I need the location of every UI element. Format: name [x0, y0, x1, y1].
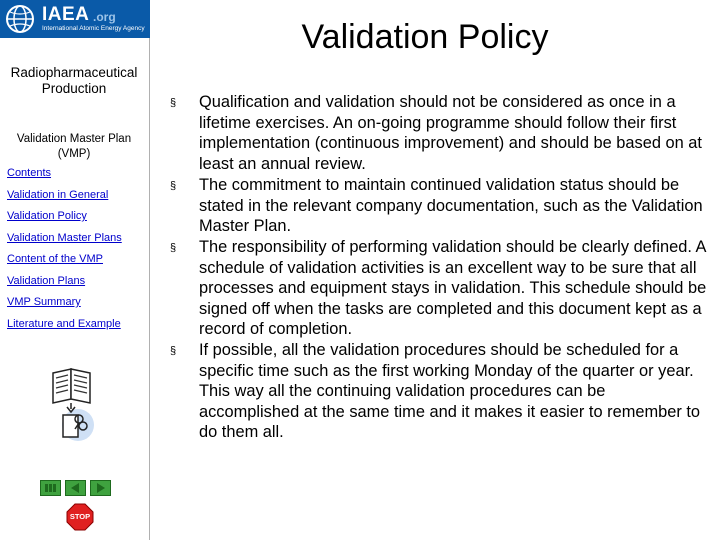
logo-subtitle: International Atomic Energy Agency — [42, 25, 145, 32]
nav-link-validation-master-plans[interactable]: Validation Master Plans — [7, 232, 122, 244]
next-button[interactable] — [90, 480, 111, 496]
book-document-icon — [50, 367, 95, 445]
slide-nav-buttons — [40, 480, 112, 497]
bullet-marker: § — [170, 242, 177, 254]
nav-link-contents[interactable]: Contents — [7, 167, 52, 179]
bullet-marker: § — [170, 180, 177, 192]
nav-link-literature-and-example[interactable]: Literature and Example — [7, 318, 121, 330]
sidebar-heading: Radiopharmaceutical Production — [10, 65, 138, 96]
bullet-text: If possible, all the validation procedures should be scheduled for a specific time such as the first working Monday of the quarter or year. This way all the continuing validation procedures can be accomplished at the same time and it makes it easier to remember to do them all. — [199, 341, 701, 442]
home-button[interactable] — [40, 480, 61, 496]
sidebar-divider — [149, 38, 150, 540]
logo-org-suffix: .org — [93, 10, 116, 24]
home-icon — [43, 482, 58, 494]
logo-name: IAEA — [42, 4, 90, 25]
nav-link-validation-plans[interactable]: Validation Plans — [7, 275, 86, 287]
nav-link-vmp-summary[interactable]: VMP Summary — [7, 296, 81, 308]
previous-arrow-icon — [68, 482, 83, 494]
sidebar-subheading: Validation Master Plan (VMP) — [16, 133, 132, 160]
bullet-marker: § — [170, 345, 177, 357]
globe-icon — [4, 3, 36, 35]
nav-link-content-of-the-vmp[interactable]: Content of the VMP — [7, 253, 103, 265]
bullet-marker: § — [170, 97, 177, 109]
bullet-text: Qualification and validation should not be considered as once in a lifetime exercises. An on-going programme should follow their first implementation (continuous improvement) and should be based on at least an annual review. — [199, 93, 702, 173]
next-arrow-icon — [93, 482, 108, 494]
stop-label: STOP — [69, 512, 91, 521]
iaea-logo — [0, 0, 150, 38]
previous-button[interactable] — [65, 480, 86, 496]
page-title: Validation Policy — [301, 18, 549, 56]
bullet-text: The commitment to maintain continued validation status should be stated in the relevant company documentation, such as the Validation Master Plan. — [199, 176, 703, 236]
nav-link-validation-policy[interactable]: Validation Policy — [7, 210, 87, 222]
bullet-text: The responsibility of performing validation should be clearly defined. A schedule of validation activities is an excellent way to be sure that all processes and equipment stays in validation. This schedule should be signed off when the tasks are completed and this document kept as a record of completion. — [199, 238, 707, 339]
nav-link-validation-in-general[interactable]: Validation in General — [7, 189, 109, 201]
stop-button[interactable] — [66, 503, 94, 531]
